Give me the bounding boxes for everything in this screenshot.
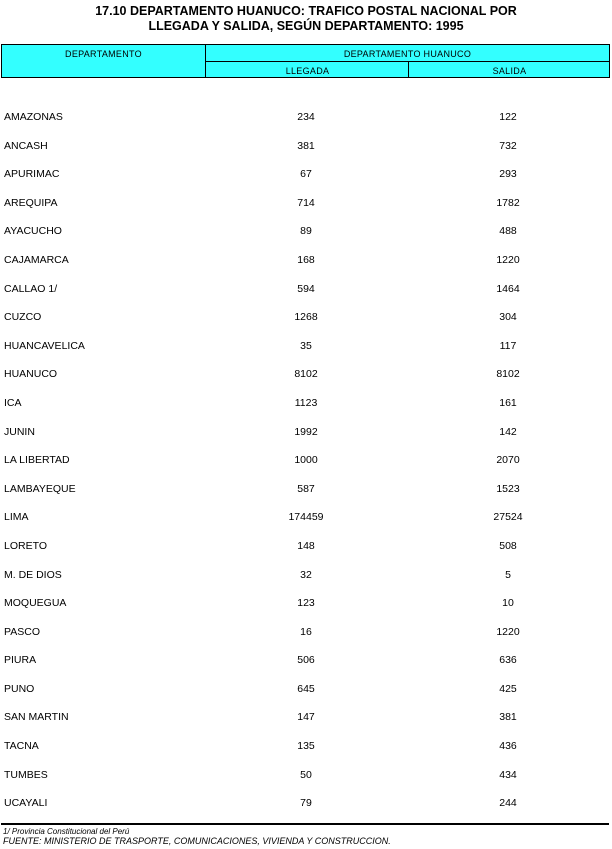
row-salida: 1464 (496, 282, 520, 295)
table-body (0, 110, 612, 825)
table-row (0, 482, 612, 511)
row-llegada: 135 (297, 740, 315, 753)
table-row (0, 425, 612, 454)
table-row (0, 539, 612, 568)
row-departamento: LORETO (4, 539, 47, 552)
row-llegada: 645 (297, 682, 315, 695)
footer-rule (1, 823, 609, 825)
row-salida: 436 (499, 740, 517, 753)
row-llegada: 234 (297, 111, 315, 123)
header-salida: SALIDA (492, 66, 527, 76)
row-llegada: 123 (297, 597, 315, 610)
table-row (0, 453, 612, 482)
row-salida: 161 (499, 396, 517, 409)
row-departamento: HUANUCO (4, 368, 58, 381)
row-departamento: TACNA (4, 740, 39, 753)
row-salida: 244 (499, 797, 517, 810)
row-llegada: 1992 (294, 425, 318, 438)
row-llegada: 50 (300, 768, 312, 781)
row-departamento: TUMBES (4, 768, 48, 781)
row-llegada: 587 (297, 482, 315, 495)
row-llegada: 594 (297, 282, 315, 295)
row-llegada: 147 (297, 711, 315, 724)
row-departamento: LAMBAYEQUE (4, 482, 76, 495)
table-row (0, 253, 612, 282)
row-departamento: CAJAMARCA (4, 253, 69, 266)
row-salida: 1523 (496, 482, 520, 495)
row-llegada: 714 (297, 196, 315, 209)
row-departamento: ICA (4, 396, 22, 409)
row-departamento: CUZCO (4, 311, 42, 324)
table-row (0, 596, 612, 625)
row-departamento: HUANCAVELICA (4, 339, 85, 352)
row-salida: 10 (502, 597, 514, 610)
row-salida: 142 (499, 425, 517, 438)
row-departamento: LA LIBERTAD (4, 454, 70, 467)
row-departamento: MOQUEGUA (4, 597, 67, 610)
row-llegada: 8102 (294, 368, 318, 381)
row-departamento: SAN MARTIN (4, 711, 69, 724)
header-divider-llegada-salida (408, 61, 409, 77)
row-llegada: 168 (297, 253, 315, 266)
row-departamento: UCAYALI (4, 797, 48, 810)
header-llegada: LLEGADA (285, 66, 330, 76)
row-departamento: PIURA (4, 654, 37, 667)
row-llegada: 506 (297, 654, 315, 667)
table-row (0, 110, 612, 139)
footnote-source: FUENTE: MINISTERIO DE TRASPORTE, COMUNICACIONES, VIVIENDA Y CONSTRUCCION. (3, 836, 391, 846)
row-llegada: 16 (300, 625, 312, 638)
row-departamento: PUNO (4, 682, 35, 695)
table-header (1, 44, 610, 78)
row-llegada: 89 (300, 225, 312, 238)
row-salida: 1220 (496, 253, 520, 266)
row-departamento: LIMA (4, 511, 29, 524)
header-departamento: DEPARTAMENTO (65, 49, 142, 59)
row-salida: 1782 (496, 196, 520, 209)
row-salida: 8102 (496, 368, 520, 381)
row-departamento: CALLAO 1/ (4, 282, 58, 295)
row-salida: 425 (499, 682, 517, 695)
row-salida: 636 (499, 654, 517, 667)
table-row (0, 310, 612, 339)
row-salida: 1220 (496, 625, 520, 638)
table-row (0, 653, 612, 682)
footnote-callao: 1/ Provincia Constitucional del Perú (3, 827, 130, 836)
row-llegada: 148 (297, 539, 315, 552)
row-llegada: 79 (300, 797, 312, 810)
table-row (0, 224, 612, 253)
row-departamento: JUNIN (4, 425, 35, 438)
title-line-2: LLEGADA Y SALIDA, SEGÚN DEPARTAMENTO: 1995 (148, 19, 464, 33)
table-row (0, 768, 612, 797)
row-departamento: AREQUIPA (4, 196, 58, 209)
table-row (0, 682, 612, 711)
row-llegada: 381 (297, 139, 315, 152)
row-llegada: 1123 (294, 396, 318, 409)
row-salida: 27524 (493, 511, 523, 524)
row-llegada: 67 (300, 168, 312, 181)
table-row (0, 139, 612, 168)
row-salida: 508 (499, 539, 517, 552)
row-departamento: AMAZONAS (4, 111, 63, 123)
row-salida: 122 (499, 111, 517, 123)
table-row (0, 796, 612, 825)
table-row (0, 339, 612, 368)
header-group-huanuco: DEPARTAMENTO HUANUCO (343, 49, 472, 59)
row-departamento: ANCASH (4, 139, 48, 152)
table-row (0, 625, 612, 654)
row-departamento: AYACUCHO (4, 225, 62, 238)
row-salida: 293 (499, 168, 517, 181)
row-llegada: 1268 (294, 311, 318, 324)
table-row (0, 710, 612, 739)
row-salida: 488 (499, 225, 517, 238)
row-llegada: 1000 (294, 454, 318, 467)
title-line-1: 17.10 DEPARTAMENTO HUANUCO: TRAFICO POSTAL NACIONAL POR (95, 4, 517, 18)
row-salida: 304 (499, 311, 517, 324)
table-row (0, 510, 612, 539)
row-departamento: M. DE DIOS (4, 568, 62, 581)
row-departamento: APURIMAC (4, 168, 60, 181)
row-salida: 381 (499, 711, 517, 724)
row-salida: 434 (499, 768, 517, 781)
row-salida: 2070 (496, 454, 520, 467)
row-departamento: PASCO (4, 625, 40, 638)
table-row (0, 568, 612, 597)
table-row (0, 739, 612, 768)
row-salida: 5 (505, 568, 511, 581)
table-title (0, 4, 612, 34)
row-salida: 117 (499, 339, 517, 352)
table-row (0, 396, 612, 425)
row-llegada: 174459 (288, 511, 324, 524)
table-row (0, 167, 612, 196)
row-llegada: 32 (300, 568, 312, 581)
table-row (0, 196, 612, 225)
table-row (0, 282, 612, 311)
row-salida: 732 (499, 139, 517, 152)
table-row (0, 367, 612, 396)
row-llegada: 35 (300, 339, 312, 352)
